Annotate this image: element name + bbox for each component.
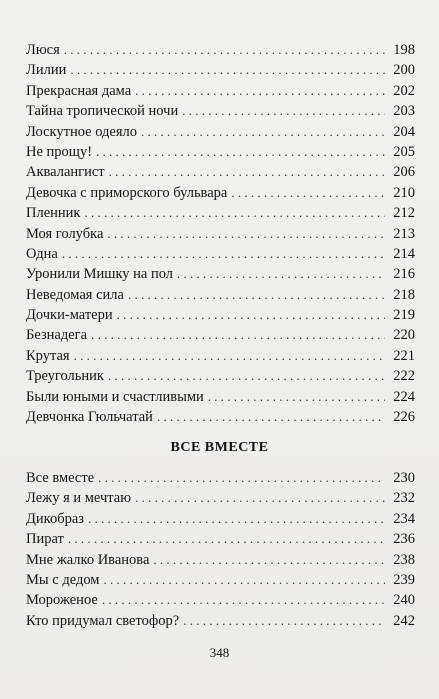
toc-entry-page: 224	[393, 388, 415, 405]
toc-entry-page: 221	[393, 347, 415, 364]
toc-entry	[26, 101, 415, 121]
dot-leader	[91, 325, 385, 345]
dot-leader	[109, 162, 385, 182]
toc-entry	[26, 407, 415, 427]
toc-entry-title: Одна	[26, 245, 58, 262]
toc-entry-title: Лежу я и мечтаю	[26, 490, 132, 507]
toc-entry-page: 230	[393, 470, 415, 486]
dot-leader	[183, 611, 385, 631]
dot-leader	[62, 244, 385, 264]
dot-leader	[135, 81, 385, 101]
dot-leader	[128, 285, 385, 305]
dot-leader	[182, 101, 385, 121]
dot-leader	[108, 366, 385, 386]
toc-entry-page: 198	[393, 42, 415, 58]
toc-entry	[26, 488, 415, 508]
toc-entry	[26, 60, 415, 80]
toc-entry-title: Девочка с приморского бульвара	[26, 184, 228, 201]
toc-entry-page: 216	[393, 266, 415, 283]
toc-entry	[26, 366, 415, 386]
toc-entry	[26, 224, 415, 244]
toc-entry-page: 220	[393, 327, 415, 344]
toc-entry-title: Были юными и счастливыми	[26, 388, 204, 405]
toc-entry	[26, 81, 415, 101]
toc-entry	[26, 305, 415, 325]
dot-leader	[177, 264, 385, 284]
toc-entry-title: Крутая	[26, 347, 70, 364]
toc-entry-title: Люся	[26, 42, 60, 58]
toc-entry-title: Мне жалко Иванова	[26, 551, 150, 568]
dot-leader	[107, 224, 385, 244]
dot-leader	[84, 203, 385, 223]
toc-entry	[26, 570, 415, 590]
dot-leader	[135, 488, 385, 508]
toc-entry-title: Мы с дедом	[26, 571, 100, 588]
dot-leader	[153, 550, 385, 570]
toc-entry-title: Пленник	[26, 205, 81, 222]
toc-entry-title: Мороженое	[26, 592, 98, 609]
toc-entry	[26, 285, 415, 305]
toc-entry-page: 239	[393, 571, 415, 588]
toc-entry-title: Не прощу!	[26, 143, 93, 160]
toc-entry	[26, 529, 415, 549]
dot-leader	[157, 407, 385, 427]
toc-entry	[26, 264, 415, 284]
toc-entry-title: Лоскутное одеяло	[26, 123, 137, 140]
toc-entry	[26, 325, 415, 345]
toc-entry	[26, 203, 415, 223]
dot-leader	[231, 183, 385, 203]
page-number: 348	[209, 645, 230, 660]
toc-entry	[26, 122, 415, 142]
toc-entry-title: Дикобраз	[26, 510, 84, 527]
toc-entry-title: Кто придумал светофор?	[26, 612, 180, 629]
toc-entry-page: 232	[393, 490, 415, 507]
toc-entry-page: 240	[393, 592, 415, 609]
toc-entry-page: 234	[393, 510, 415, 527]
toc-entry-page: 206	[393, 164, 415, 181]
toc-entry	[26, 142, 415, 162]
dot-leader	[102, 590, 385, 610]
dot-leader	[88, 509, 385, 529]
toc-entry-page: 212	[393, 205, 415, 222]
toc-entry-page: 242	[393, 612, 415, 629]
toc-entry	[26, 244, 415, 264]
toc-entry	[26, 550, 415, 570]
toc-entry-title: Лилии	[26, 62, 67, 79]
toc-entry-page: 203	[393, 103, 415, 120]
toc-entry-title: Безнадега	[26, 327, 88, 344]
toc-entry	[26, 611, 415, 631]
toc-entry	[26, 590, 415, 610]
toc-entry-page: 236	[393, 531, 415, 548]
section-heading: ВСЕ ВМЕСТЕ	[170, 440, 269, 455]
dot-leader	[98, 468, 385, 488]
toc-entry	[26, 509, 415, 529]
toc-entry-title: Все вместе	[26, 470, 95, 486]
dot-leader	[68, 529, 385, 549]
dot-leader	[208, 387, 385, 407]
toc-list	[26, 468, 415, 631]
dot-leader	[141, 122, 385, 142]
toc-entry-title: Моя голубка	[26, 225, 104, 242]
toc-entry	[26, 468, 415, 488]
toc-entry-title: Тайна тропической ночи	[26, 103, 179, 120]
toc-entry-title: Треугольник	[26, 368, 104, 385]
toc-entry-page: 205	[393, 143, 415, 160]
toc-entry-page: 200	[393, 62, 415, 79]
dot-leader	[74, 346, 385, 366]
toc-entry-title: Пират	[26, 531, 64, 548]
toc-entry	[26, 346, 415, 366]
toc-entry-title: Аквалангист	[26, 164, 105, 181]
toc-entry-title: Девчонка Гюльчатай	[26, 409, 153, 426]
dot-leader	[96, 142, 385, 162]
toc-list	[26, 40, 415, 427]
dot-leader	[70, 60, 385, 80]
toc-entry-page: 214	[393, 245, 415, 262]
toc-entry	[26, 387, 415, 407]
toc-entry-page: 213	[393, 225, 415, 242]
toc-entry	[26, 183, 415, 203]
toc-entry-page: 238	[393, 551, 415, 568]
toc-entry-page: 204	[393, 123, 415, 140]
toc-entry-title: Неведомая сила	[26, 286, 124, 303]
dot-leader	[64, 40, 385, 60]
toc-entry-page: 219	[393, 307, 415, 324]
toc-entry	[26, 162, 415, 182]
toc-entry-title: Прекрасная дама	[26, 82, 132, 99]
toc-entry-page: 202	[393, 82, 415, 99]
toc-entry-page: 222	[393, 368, 415, 385]
toc-entry-title: Дочки-матери	[26, 307, 113, 324]
toc-entry-page: 226	[393, 409, 415, 426]
toc-entry-page: 210	[393, 184, 415, 201]
toc-entry	[26, 40, 415, 60]
dot-leader	[117, 305, 385, 325]
toc-entry-title: Уронили Мишку на пол	[26, 266, 174, 283]
toc-entry-page: 218	[393, 286, 415, 303]
dot-leader	[103, 570, 385, 590]
